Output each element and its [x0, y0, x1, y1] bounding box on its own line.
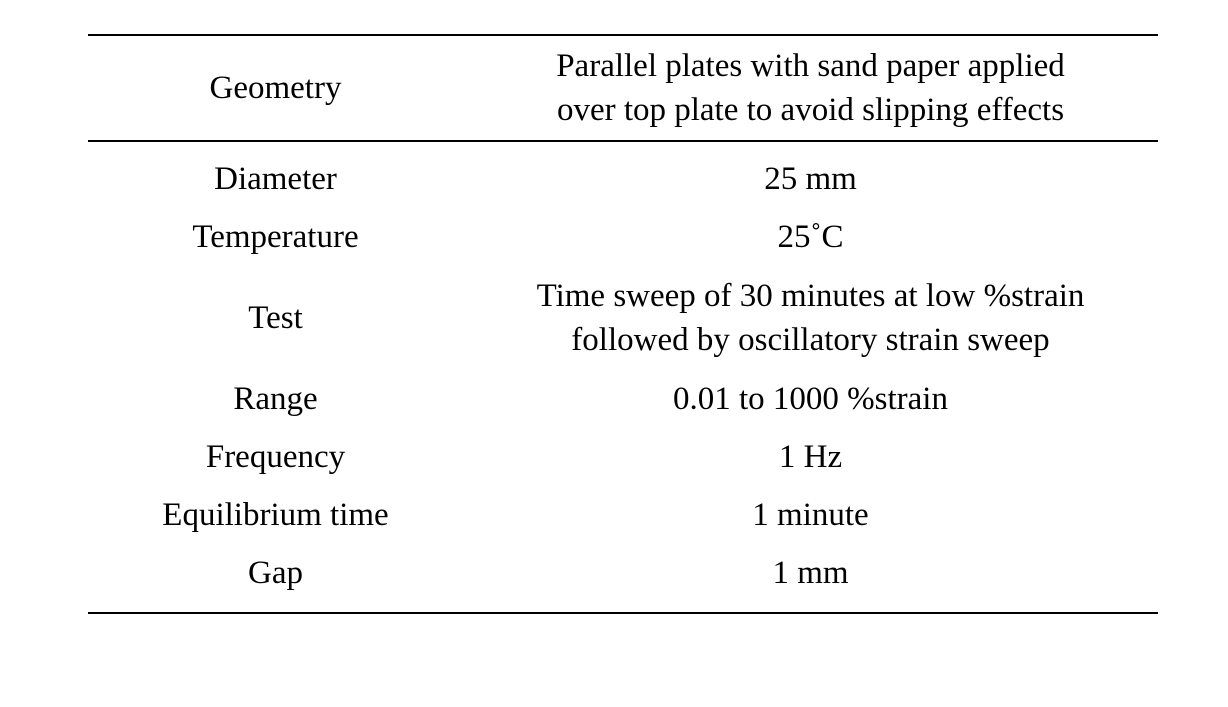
table-row: [88, 428, 1158, 486]
row-parameter: Test: [248, 300, 303, 336]
table-row: [88, 544, 1158, 602]
parameters-table: [88, 34, 1158, 614]
row-value: 25 mm: [764, 161, 857, 197]
row-value: 25˚C: [777, 219, 844, 255]
row-parameter: Range: [233, 381, 318, 417]
row-value: 1 minute: [752, 497, 869, 533]
table-row: [88, 208, 1158, 266]
row-value-line: followed by oscillatory strain sweep: [571, 322, 1050, 358]
header-value-line: Parallel plates with sand paper applied: [556, 48, 1065, 84]
row-value: 1 mm: [772, 555, 849, 591]
header-parameter: Geometry: [209, 70, 342, 106]
bottom-rule: [88, 612, 1158, 614]
header-value: [463, 44, 1158, 132]
table-row: [88, 370, 1158, 428]
row-parameter: Diameter: [214, 161, 337, 197]
row-value: [463, 274, 1158, 362]
row-value: 0.01 to 1000 %strain: [673, 381, 948, 417]
row-value-line: Time sweep of 30 minutes at low %strain: [536, 278, 1085, 314]
table-row: [88, 266, 1158, 370]
table-row: [88, 150, 1158, 208]
row-parameter: Temperature: [192, 219, 359, 255]
header-value-line: over top plate to avoid slipping effects: [556, 92, 1065, 128]
row-parameter: Frequency: [205, 439, 346, 475]
row-value: 1 Hz: [778, 439, 843, 475]
table-row: [88, 486, 1158, 544]
row-parameter: Gap: [248, 555, 303, 591]
table-body: [88, 142, 1158, 612]
header-row: [88, 36, 1158, 140]
row-parameter: Equilibrium time: [162, 497, 389, 533]
